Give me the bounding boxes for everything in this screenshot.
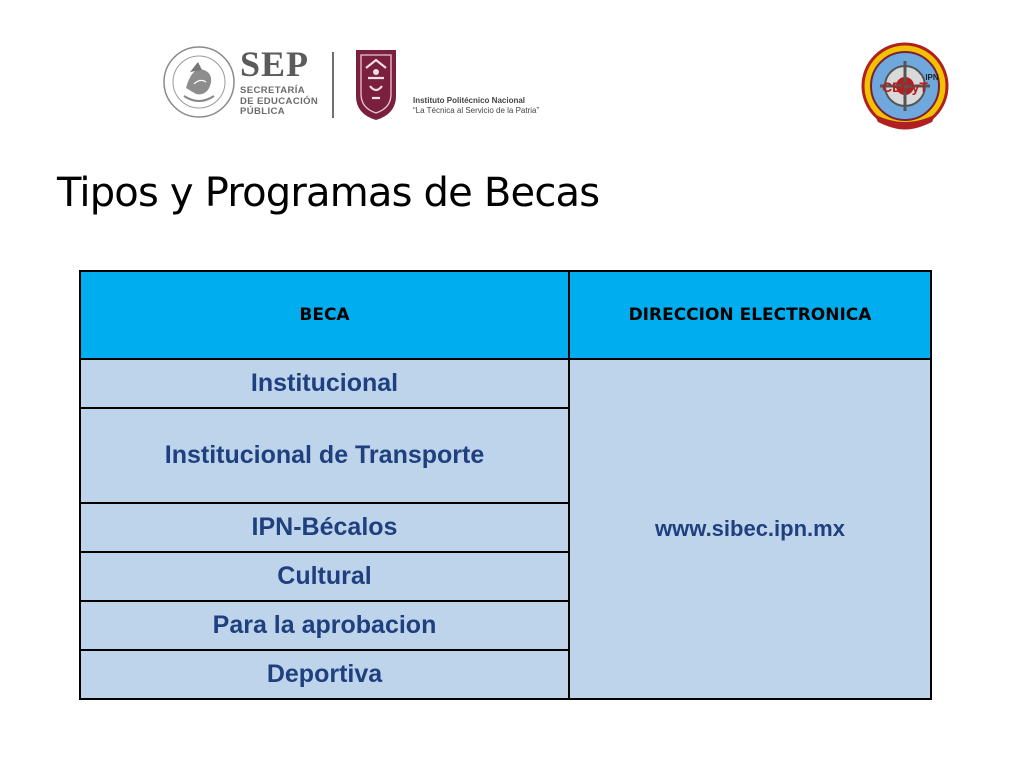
beca-cell: Deportiva <box>80 650 569 699</box>
beca-cell: Institucional de Transporte <box>80 408 569 503</box>
sep-subtitle <box>240 86 330 118</box>
page-title: Tipos y Programas de Becas <box>57 170 600 216</box>
cecyt-logo-icon <box>860 42 950 134</box>
ipn-name: Instituto Politécnico Nacional <box>413 96 526 105</box>
government-logo-bar <box>160 40 540 125</box>
sep-subtitle-line: DE EDUCACIÓN <box>240 95 319 107</box>
svg-text:IPN: IPN <box>925 73 939 82</box>
sep-logo <box>240 46 330 122</box>
ipn-name-block <box>413 96 543 116</box>
sep-subtitle-line: SECRETARÍA <box>240 85 306 96</box>
ipn-motto: “La Técnica al Servicio de la Patria” <box>413 106 540 115</box>
beca-cell: IPN-Bécalos <box>80 503 569 552</box>
svg-text:CECyT: CECyT <box>882 79 928 95</box>
beca-cell: Institucional <box>80 359 569 408</box>
sep-wordmark: SEP <box>240 44 310 84</box>
sibec-link[interactable]: www.sibec.ipn.mx <box>569 359 931 699</box>
beca-cell: Cultural <box>80 552 569 601</box>
logo-divider <box>332 52 334 118</box>
header-direccion-electronica: DIRECCION ELECTRONICA <box>569 271 931 359</box>
becas-table <box>79 270 932 700</box>
table-row <box>80 359 931 408</box>
mexico-seal-icon <box>160 44 238 120</box>
sep-subtitle-line: PÚBLICA <box>240 106 286 117</box>
table-header-row <box>80 271 931 359</box>
ipn-emblem-icon <box>352 46 400 122</box>
beca-cell: Para la aprobacion <box>80 601 569 650</box>
header-beca: BECA <box>80 271 569 359</box>
